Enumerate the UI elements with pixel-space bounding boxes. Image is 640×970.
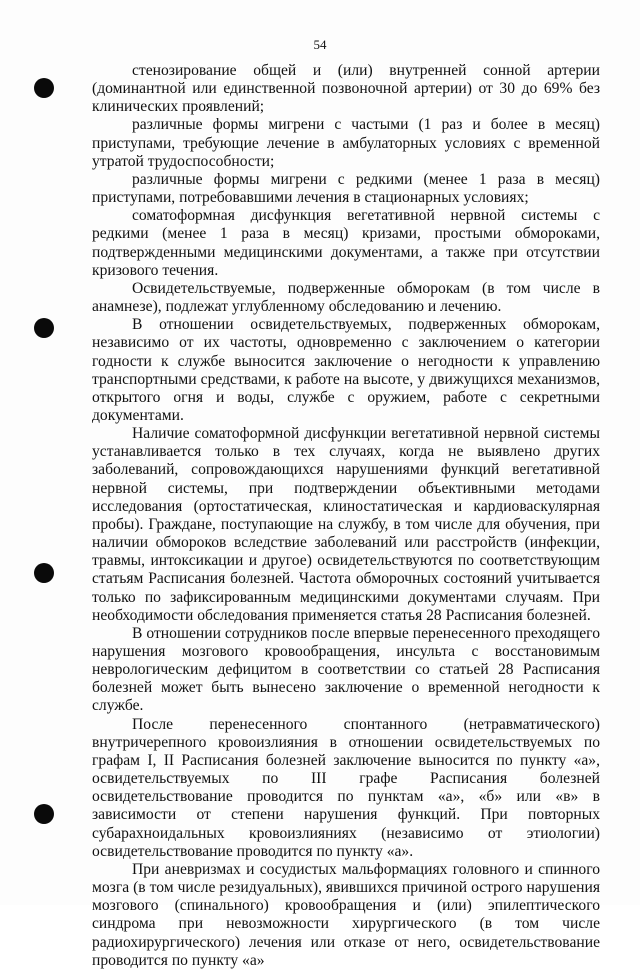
page-number: 54 — [313, 37, 327, 52]
paragraph: В отношении сотрудников после впервые перенесенного преходящего нарушения мозгового кровообращения, инсульта с восстановимым неврологическим дефицитом в соответствии со статьей 28 Расписания болезней может быть вынесено заключение о временной негодности к службе. — [92, 624, 600, 715]
binder-hole — [34, 78, 54, 98]
body-text — [92, 62, 600, 970]
paragraph: В отношении освидетельствуемых, подверженных обморокам, независимо от их частоты, одновременно с заключением о категории годности к службе выносится заключение о негодности к управлению транспортными средствами, к работе на высоте, у движущихся механизмов, открытого огня и воды, службе с оружием, работе с секретными документами. — [92, 316, 600, 424]
paragraph: Наличие соматоформной дисфункции вегетативной нервной системы устанавливается только в тех случаях, когда не выявлено других заболеваний, сопровождающихся нарушениями функций вегетативной нервной системы, при подтверждении объективными методами исследования (ортостатическая, клиностатическая и кардиоваскулярная пробы). Граждане, поступающие на службу, в том числе для обучения, при наличии обмороков вследствие заболеваний или расстройств (инфекции, травмы, интоксикации и другое) освидетельствуются по соответствующим статьям Расписания болезней. Частота обморочных состояний учитывается только по зафиксированным медицинскими документами случаям. При необходимости обследования применяется статья 28 Расписания болезней. — [92, 425, 600, 624]
binder-hole — [34, 318, 54, 338]
list-item: соматоформная дисфункция вегетативной нервной системы с редкими (менее 1 раза в месяц) кризами, простыми обмороками, подтвержденными медицинскими документами, а также при отсутствии кризового течения. — [92, 207, 600, 279]
list-item: различные формы мигрени с частыми (1 раз и более в месяц) приступами, требующие лечение в амбулаторных условиях с временной утратой трудоспособности; — [92, 116, 600, 170]
paragraph: При аневризмах и сосудистых мальформациях головного и спинного мозга (в том числе резидуальных), явившихся причиной острого нарушения мозгового (спинального) кровообращения и (или) эпилептического синдрома при невозможности хирургического (в том числе радиохирургического) лечения или отказе от него, освидетельствование проводится по пункту «а» — [92, 860, 600, 969]
list-item: стенозирование общей и (или) внутренней сонной артерии (доминантной или единственной позвоночной артерии) от 30 до 69% без клинических проявлений; — [92, 62, 600, 116]
paragraph: Освидетельствуемые, подверженные обморокам (в том числе в анамнезе), подлежат углубленному обследованию и лечению. — [92, 279, 600, 316]
paragraph: После перенесенного спонтанного (нетравматического) внутричерепного кровоизлияния в отношении освидетельствуемых по графам I, II Расписания болезней заключение выносится по пункту «а», освидетельствуемых по III графе Расписания болезней освидетельствование проводится по пунктам «а», «б» или «в» в зависимости от степени нарушения функций. При повторных субарахноидальных кровоизлияниях (независимо от этиологии) освидетельствование проводится по пункту «а». — [92, 715, 600, 860]
binder-hole — [34, 563, 54, 583]
binder-hole — [34, 804, 54, 824]
list-item: различные формы мигрени с редкими (менее 1 раза в месяц) приступами, потребовавшими лечения в стационарных условиях; — [92, 170, 600, 207]
